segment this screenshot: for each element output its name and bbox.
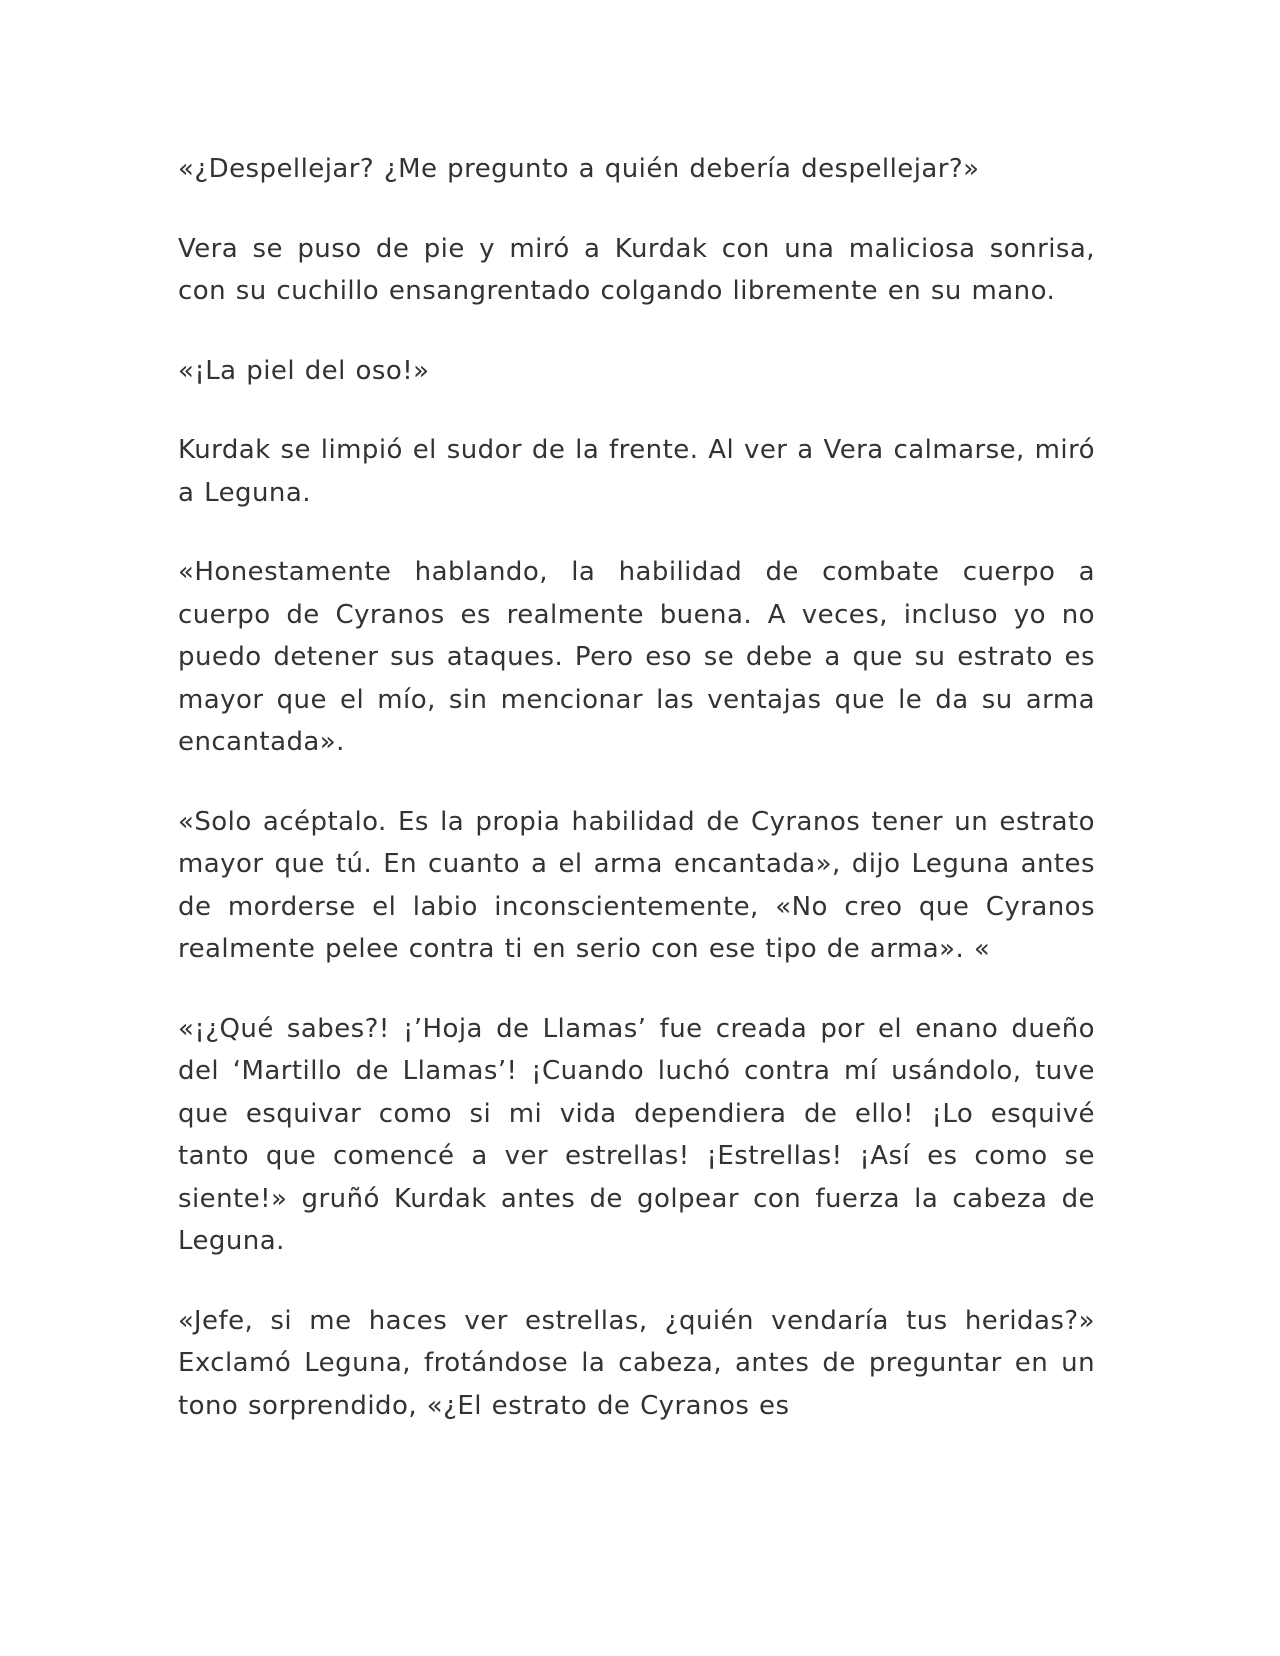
document-body (178, 148, 1095, 1427)
paragraph-4: Kurdak se limpió el sudor de la frente. Al ver a Vera calmarse, miró a Leguna. (178, 435, 1095, 508)
paragraph-3: «¡La piel del oso!» (178, 355, 430, 386)
paragraph-5: «Honestamente hablando, la habilidad de combate cuerpo a cuerpo de Cyranos es realmente buena. A veces, incluso yo no puedo detener sus ataques. Pero eso se debe a que su estrato es mayor que el mío, sin mencionar las ventajas que le da su arma encantada». (178, 557, 1095, 757)
paragraph-7: «¡¿Qué sabes?! ¡’Hoja de Llamas’ fue creada por el enano dueño del ‘Martillo de Llamas’! ¡Cuando luchó contra mí usándolo, tuve que esquivar como si mi vida dependiera de ello! ¡Lo esquivé tanto que comencé a ver estrellas! ¡Estrellas! ¡Así es como se siente!» gruñó Kurdak antes de golpear con fuerza la cabeza de Leguna. (178, 1013, 1095, 1256)
paragraph-2: Vera se puso de pie y miró a Kurdak con una maliciosa sonrisa, con su cuchillo ensangrentado colgando libremente en su mano. (178, 233, 1095, 306)
paragraph-6: «Solo acéptalo. Es la propia habilidad de Cyranos tener un estrato mayor que tú. En cuanto a el arma encantada», dijo Leguna antes de morderse el labio inconscientemente, «No creo que Cyranos realmente pelee contra ti en serio con ese tipo de arma». « (178, 806, 1095, 964)
paragraph-1: «¿Despellejar? ¿Me pregunto a quién debería despellejar?» (178, 154, 980, 184)
paragraph-8: «Jefe, si me haces ver estrellas, ¿quién vendaría tus heridas?» Exclamó Leguna, frotándose la cabeza, antes de preguntar en un tono sorprendido, «¿El estrato de Cyranos es (178, 1305, 1095, 1421)
